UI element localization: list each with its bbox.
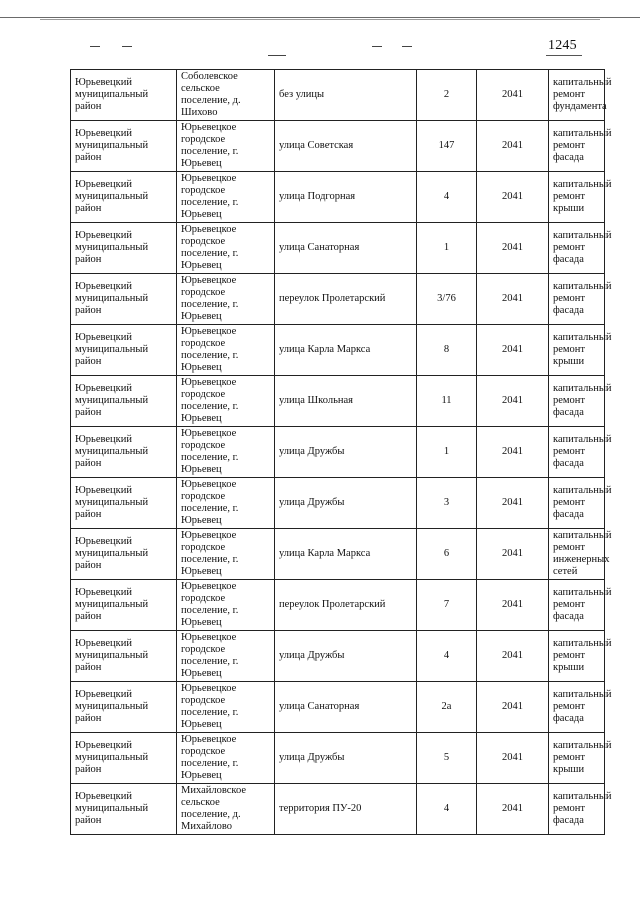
district-cell: Юрьевецкий муниципальный район: [71, 784, 177, 835]
street-cell: улица Дружбы: [275, 478, 417, 529]
street-cell: улица Дружбы: [275, 631, 417, 682]
district-cell: Юрьевецкий муниципальный район: [71, 682, 177, 733]
settlement-cell: Юрьевецкое городское поселение, г. Юрьевец: [177, 223, 275, 274]
table-row: [71, 682, 605, 733]
street-cell: улица Санаторная: [275, 682, 417, 733]
table-row: [71, 223, 605, 274]
work-type-cell: капитальный ремонт фасада: [549, 376, 605, 427]
settlement-cell: Юрьевецкое городское поселение, г. Юрьевец: [177, 631, 275, 682]
district-cell: Юрьевецкий муниципальный район: [71, 580, 177, 631]
year-cell: 2041: [477, 70, 549, 121]
street-cell: территория ПУ-20: [275, 784, 417, 835]
house-number-cell: 1: [417, 427, 477, 478]
work-type-cell: капитальный ремонт фасада: [549, 478, 605, 529]
street-cell: улица Подгорная: [275, 172, 417, 223]
page-number: 1245: [548, 38, 577, 53]
house-number-cell: 6: [417, 529, 477, 580]
table-row: [71, 478, 605, 529]
year-cell: 2041: [477, 427, 549, 478]
work-type-cell: капитальный ремонт фасада: [549, 784, 605, 835]
street-cell: переулок Пролетарский: [275, 274, 417, 325]
settlement-cell: Юрьевецкое городское поселение, г. Юрьевец: [177, 325, 275, 376]
year-cell: 2041: [477, 325, 549, 376]
street-cell: улица Карла Маркса: [275, 529, 417, 580]
year-cell: 2041: [477, 631, 549, 682]
year-cell: 2041: [477, 580, 549, 631]
table-row: [71, 427, 605, 478]
street-cell: улица Советская: [275, 121, 417, 172]
settlement-cell: Юрьевецкое городское поселение, г. Юрьевец: [177, 427, 275, 478]
district-cell: Юрьевецкий муниципальный район: [71, 427, 177, 478]
house-number-cell: 3: [417, 478, 477, 529]
house-number-cell: 11: [417, 376, 477, 427]
district-cell: Юрьевецкий муниципальный район: [71, 529, 177, 580]
table-row: [71, 121, 605, 172]
house-number-cell: 4: [417, 172, 477, 223]
year-cell: 2041: [477, 682, 549, 733]
table-row: [71, 325, 605, 376]
house-number-cell: 147: [417, 121, 477, 172]
scan-artifact-line: [40, 19, 600, 20]
year-cell: 2041: [477, 376, 549, 427]
work-type-cell: капитальный ремонт инженерных сетей: [549, 529, 605, 580]
work-type-cell: капитальный ремонт крыши: [549, 172, 605, 223]
street-cell: улица Школьная: [275, 376, 417, 427]
house-number-cell: 8: [417, 325, 477, 376]
settlement-cell: Юрьевецкое городское поселение, г. Юрьевец: [177, 529, 275, 580]
scan-artifact-dash: [122, 46, 132, 47]
settlement-cell: Михайловское сельское поселение, д. Михайлово: [177, 784, 275, 835]
table-row: [71, 376, 605, 427]
street-cell: улица Санаторная: [275, 223, 417, 274]
year-cell: 2041: [477, 172, 549, 223]
table-row: [71, 631, 605, 682]
street-cell: улица Дружбы: [275, 427, 417, 478]
house-number-cell: 2: [417, 70, 477, 121]
work-type-cell: капитальный ремонт крыши: [549, 631, 605, 682]
work-type-cell: капитальный ремонт фасада: [549, 274, 605, 325]
district-cell: Юрьевецкий муниципальный район: [71, 478, 177, 529]
work-type-cell: капитальный ремонт крыши: [549, 733, 605, 784]
district-cell: Юрьевецкий муниципальный район: [71, 223, 177, 274]
house-number-cell: 4: [417, 784, 477, 835]
scan-artifact-dash: [268, 55, 286, 56]
house-number-cell: 7: [417, 580, 477, 631]
work-type-cell: капитальный ремонт фасада: [549, 223, 605, 274]
table-row: [71, 784, 605, 835]
table-row: [71, 172, 605, 223]
year-cell: 2041: [477, 784, 549, 835]
settlement-cell: Юрьевецкое городское поселение, г. Юрьевец: [177, 376, 275, 427]
work-type-cell: капитальный ремонт фасада: [549, 580, 605, 631]
year-cell: 2041: [477, 121, 549, 172]
work-type-cell: капитальный ремонт фасада: [549, 427, 605, 478]
street-cell: улица Дружбы: [275, 733, 417, 784]
settlement-cell: Юрьевецкое городское поселение, г. Юрьевец: [177, 172, 275, 223]
repair-schedule-table: [70, 69, 612, 835]
settlement-cell: Юрьевецкое городское поселение, г. Юрьевец: [177, 580, 275, 631]
house-number-cell: 2а: [417, 682, 477, 733]
table-row: [71, 529, 605, 580]
year-cell: 2041: [477, 478, 549, 529]
table-row: [71, 733, 605, 784]
house-number-cell: 1: [417, 223, 477, 274]
page-number-underline: [546, 55, 582, 56]
district-cell: Юрьевецкий муниципальный район: [71, 274, 177, 325]
district-cell: Юрьевецкий муниципальный район: [71, 325, 177, 376]
settlement-cell: Юрьевецкое городское поселение, г. Юрьевец: [177, 478, 275, 529]
table-row: [71, 580, 605, 631]
scan-artifact-dash: [372, 46, 382, 47]
settlement-cell: Соболевское сельское поселение, д. Шихово: [177, 70, 275, 121]
house-number-cell: 3/76: [417, 274, 477, 325]
year-cell: 2041: [477, 733, 549, 784]
district-cell: Юрьевецкий муниципальный район: [71, 70, 177, 121]
street-cell: переулок Пролетарский: [275, 580, 417, 631]
house-number-cell: 4: [417, 631, 477, 682]
work-type-cell: капитальный ремонт крыши: [549, 325, 605, 376]
house-number-cell: 5: [417, 733, 477, 784]
settlement-cell: Юрьевецкое городское поселение, г. Юрьевец: [177, 274, 275, 325]
scan-artifact-dash: [402, 46, 412, 47]
district-cell: Юрьевецкий муниципальный район: [71, 121, 177, 172]
district-cell: Юрьевецкий муниципальный район: [71, 376, 177, 427]
district-cell: Юрьевецкий муниципальный район: [71, 733, 177, 784]
scan-artifact-line: [0, 17, 640, 18]
work-type-cell: капитальный ремонт фасада: [549, 682, 605, 733]
settlement-cell: Юрьевецкое городское поселение, г. Юрьевец: [177, 121, 275, 172]
work-type-cell: капитальный ремонт фасада: [549, 121, 605, 172]
work-type-cell: капитальный ремонт фундамента: [549, 70, 605, 121]
street-cell: без улицы: [275, 70, 417, 121]
table-row: [71, 274, 605, 325]
settlement-cell: Юрьевецкое городское поселение, г. Юрьевец: [177, 733, 275, 784]
scan-artifact-dash: [90, 46, 100, 47]
street-cell: улица Карла Маркса: [275, 325, 417, 376]
year-cell: 2041: [477, 223, 549, 274]
settlement-cell: Юрьевецкое городское поселение, г. Юрьевец: [177, 682, 275, 733]
year-cell: 2041: [477, 274, 549, 325]
table-row: [71, 70, 605, 121]
year-cell: 2041: [477, 529, 549, 580]
district-cell: Юрьевецкий муниципальный район: [71, 631, 177, 682]
district-cell: Юрьевецкий муниципальный район: [71, 172, 177, 223]
